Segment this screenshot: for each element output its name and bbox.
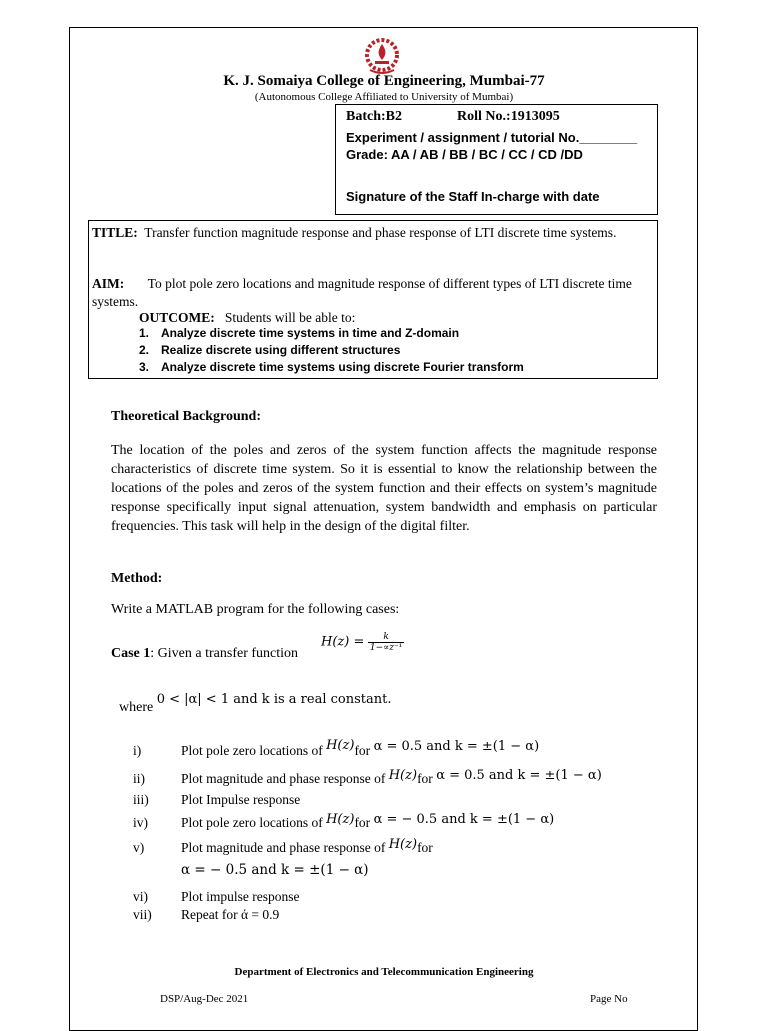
transfer-function-fraction <box>368 632 404 653</box>
list-item-text: Plot Impulse response <box>181 792 301 807</box>
experiment-line: Experiment / assignment / tutorial No.________ <box>346 130 638 145</box>
title-row <box>92 224 651 242</box>
condition-math: α = 0.5 and k = ±(1 − α) <box>373 739 540 754</box>
case-label: Case 1 <box>111 646 151 661</box>
college-affiliation: (Autonomous College Affiliated to University of Mumbai) <box>254 91 514 103</box>
list-number: iii) <box>133 792 149 807</box>
for-word: for <box>354 743 371 758</box>
list-item <box>181 889 300 905</box>
aim-text: To plot pole zero locations and magnitude response of different types of LTI discrete time systems. <box>92 276 632 309</box>
list-item <box>181 837 433 856</box>
where-label: where <box>119 700 154 715</box>
list-number: vi) <box>133 889 148 904</box>
outcome-item-text: Analyze discrete time systems in time and Z-domain <box>161 326 460 340</box>
outcome-label: OUTCOME: <box>139 310 215 325</box>
hz-symbol: H(z) <box>388 768 418 783</box>
fraction-denominator: 1−∝z⁻¹ <box>369 643 403 653</box>
theory-paragraph: The location of the poles and zeros of the system function affects the magnitude response characteristics of discrete time system. So it is essential to know the relationship between the locations of the poles and zeros of the system function and their effects on system’s magnitude response specifically input signal attenuation, system bandwidth and emphasis on particular frequencies. This task will help in the design of the digital filter. <box>111 443 657 534</box>
outcome-number: 1. <box>139 326 150 340</box>
list-item <box>181 792 300 808</box>
hz-symbol: H(z) <box>326 812 355 827</box>
footer-page-number: Page No <box>590 993 628 1005</box>
list-number: v) <box>133 840 145 855</box>
roll-value: 1913095 <box>510 109 560 124</box>
list-number: iv) <box>133 815 148 830</box>
title-label: TITLE: <box>92 225 138 240</box>
list-item-text: Plot pole zero locations of <box>181 815 323 830</box>
batch-info-box <box>335 104 658 215</box>
list-item-text: Plot magnitude and phase response of <box>181 771 386 786</box>
method-intro: Write a MATLAB program for the following cases: <box>111 602 400 617</box>
list-item-text: Repeat for ά = 0.9 <box>181 907 280 922</box>
for-word: for <box>354 815 371 830</box>
where-condition: 0 < |α| < 1 and k is a real constant. <box>156 692 392 707</box>
transfer-function-lhs: H(z) = <box>321 634 365 650</box>
outcome-text: Students will be able to: <box>224 310 356 325</box>
case-1-line <box>111 630 657 664</box>
method-heading: Method: <box>111 571 163 586</box>
for-word: for <box>417 771 433 786</box>
list-item <box>181 738 540 759</box>
title-aim-box <box>88 220 658 379</box>
list-item-text: Plot impulse response <box>181 889 300 904</box>
for-word: for <box>417 840 433 855</box>
list-item <box>181 812 555 831</box>
outcome-item <box>139 360 524 374</box>
outcome-number: 2. <box>139 343 150 357</box>
hz-symbol: H(z) <box>326 738 355 753</box>
outcome-number: 3. <box>139 360 150 374</box>
footer-session: DSP/Aug-Dec 2021 <box>160 993 249 1005</box>
list-item-condition: α = − 0.5 and k = ±(1 − α) <box>181 862 369 878</box>
aim-label: AIM: <box>92 276 125 291</box>
condition-math: α = − 0.5 and k = ±(1 − α) <box>373 812 555 827</box>
fraction-numerator: k <box>368 632 404 643</box>
list-item <box>181 907 279 923</box>
outcome-item <box>139 343 400 357</box>
outcome-item-text: Analyze discrete time systems using discrete Fourier transform <box>161 360 524 374</box>
list-number: ii) <box>133 771 145 786</box>
roll-label: Roll No.: <box>457 109 511 124</box>
list-number: i) <box>133 743 142 758</box>
theory-heading: Theoretical Background: <box>111 409 261 424</box>
grade-line: Grade: AA / AB / BB / BC / CC / CD /DD <box>346 147 583 162</box>
list-number: vii) <box>133 907 152 922</box>
outcome-row <box>139 309 651 327</box>
college-logo-icon <box>364 36 400 78</box>
list-item <box>181 768 602 787</box>
batch-value: B2 <box>385 109 403 124</box>
signature-line: Signature of the Staff In-charge with date <box>346 189 600 204</box>
college-name: K. J. Somaiya College of Engineering, Mumbai-77 <box>223 73 545 89</box>
batch-label: Batch: <box>346 109 386 124</box>
batch-roll-line <box>346 109 560 125</box>
where-line <box>119 692 665 715</box>
footer-department: Department of Electronics and Telecommunication Engineering <box>234 966 534 978</box>
outcome-item <box>139 326 459 340</box>
title-text: Transfer function magnitude response and phase response of LTI discrete time systems. <box>144 225 617 240</box>
hz-symbol: H(z) <box>388 837 418 852</box>
case-text: : Given a transfer function <box>150 646 299 661</box>
condition-math: α = 0.5 and k = ±(1 − α) <box>436 768 602 783</box>
outcome-item-text: Realize discrete using different structures <box>161 343 401 357</box>
list-item-text: Plot magnitude and phase response of <box>181 840 386 855</box>
list-item-text: Plot pole zero locations of <box>181 743 323 758</box>
aim-row <box>92 275 651 311</box>
